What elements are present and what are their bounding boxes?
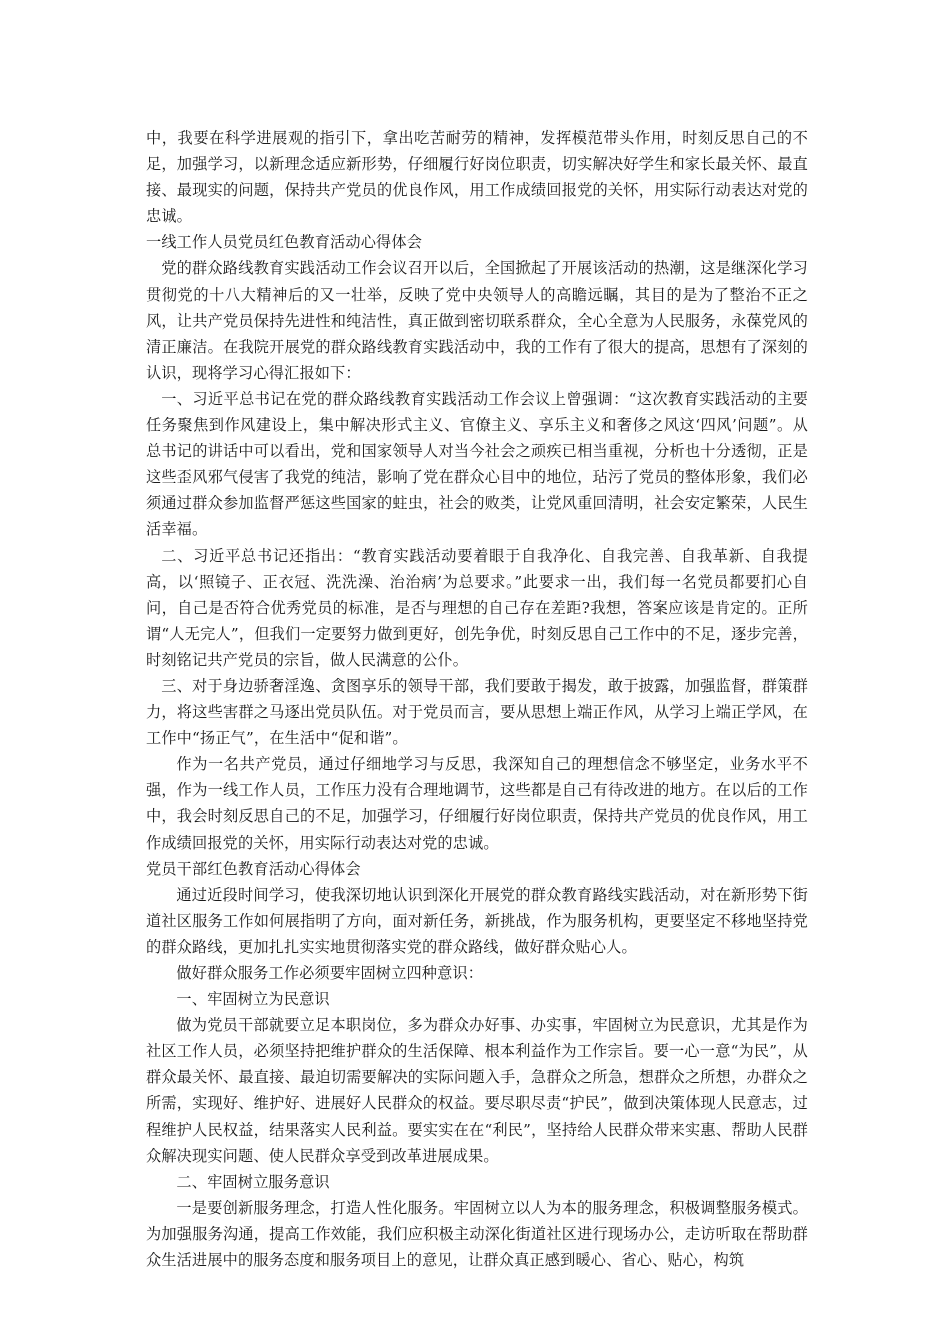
paragraph: 一是要创新服务理念，打造人性化服务。牢固树立以人为本的服务理念，积极调整服务模式。为加强服务沟通，提高工作效能，我们应积极主动深化街道社区进行现场办公，走访听取在帮助群众生活进展中的服务态度和服务项目上的意见，让群众真正感到暖心、省心、贴心，构筑 (146, 1198, 808, 1270)
section-heading: 一线工作人员党员红色教育活动心得体会 (146, 233, 423, 252)
paragraph: 中，我要在科学进展观的指引下，拿出吃苦耐劳的精神，发挥模范带头作用，时刻反思自己的不足，加强学习，以新理念适应新形势，仔细履行好岗位职责，切实解决好学生和家长最关怀、最直接、最现实的问题，保持共产党员的优良作风，用工作成绩回报党的关怀，用实际行动表达对党的忠诚。 (146, 129, 808, 226)
paragraph: 一、习近平总书记在党的群众路线教育实践活动工作会议上曾强调：“这次教育实践活动的主要任务聚焦到作风建设上，集中解决形式主义、官僚主义、享乐主义和奢侈之风这‘四风’问题”。从总书记的讲话中可以看出，党和国家领导人对当今社会之顽疾已相当重视，分析也十分透彻，正是这些歪风邪气侵害了我党的纯洁，影响了党在群众心目中的地位，玷污了党员的整体形象，我们必须通过群众参加监督严惩这些国家的蛀虫，社会的败类，让党风重回清明，社会安定繁荣，人民生活幸福。 (146, 389, 808, 539)
subsection-heading: 一、牢固树立为民意识 (176, 990, 330, 1009)
subsection-heading: 二、牢固树立服务意识 (176, 1172, 330, 1191)
paragraph: 做为党员干部就要立足本职岗位，多为群众办好事、办实事，牢固树立为民意识，尤其是作为社区工作人员，必须坚持把维护群众的生活保障、根本利益作为工作宗旨。要一心一意“为民”，从群众最关怀、最直接、最迫切需要解决的实际问题入手，急群众之所急，想群众之所想，办群众之所需，实现好、维护好、进展好人民群众的权益。要尽职尽责“护民”，做到决策体现人民意志，过程维护人民权益，结果落实人民利益。要实实在在“利民”，坚持给人民群众带来实惠、帮助人民群众解决现实问题、使人民群众享受到改革进展成果。 (146, 1016, 808, 1165)
paragraph: 做好群众服务工作必须要牢固树立四种意识： (176, 964, 484, 982)
section-heading: 党员干部红色教育活动心得体会 (146, 859, 361, 878)
paragraph: 通过近段时间学习，使我深切地认识到深化开展党的群众教育路线实践活动，对在新形势下街道社区服务工作如何展指明了方向，面对新任务，新挑战，作为服务机构，更要坚定不移地坚持党的群众路线，更加扎扎实实地贯彻落实党的群众路线，做好群众贴心人。 (146, 885, 808, 956)
document-page (146, 125, 808, 1273)
paragraph: 作为一名共产党员，通过仔细地学习与反思，我深知自己的理想信念不够坚定，业务水平不强，作为一线工作人员，工作压力没有合理地调节，这些都是自己有待改进的地方。在以后的工作中，我会时刻反思自己的不足，加强学习，仔细履行好岗位职责，保持共产党员的优良作风，用工作成绩回报党的关怀，用实际行动表达对党的忠诚。 (146, 755, 808, 852)
paragraph: 三、对于身边骄奢淫逸、贪图享乐的领导干部，我们要敢于揭发，敢于披露，加强监督，群策群力，将这些害群之马逐出党员队伍。对于党员而言，要从思想上端正作风，从学习上端正学风，在工作中“扬正气”，在生活中“促和谐”。 (146, 676, 808, 748)
paragraph: 党的群众路线教育实践活动工作会议召开以后，全国掀起了开展该活动的热潮，这是继深化学习贯彻党的十八大精神后的又一壮举，反映了党中央领导人的高瞻远瞩，其目的是为了整治不正之风，让共产党员保持先进性和纯洁性，真正做到密切联系群众，全心全意为人民服务，永葆党风的清正廉洁。在我院开展党的群众路线教育实践活动中，我的工作有了很大的提高，思想有了深刻的认识，现将学习心得汇报如下： (146, 259, 808, 382)
paragraph: 二、习近平总书记还指出：“教育实践活动要着眼于自我净化、自我完善、自我革新、自我提高，以‘照镜子、正衣冠、洗洗澡、治治病’为总要求。”此要求一出，我们每一名党员都要扪心自问，自己是否符合优秀党员的标准，是否与理想的自己存在差距?我想，答案应该是肯定的。正所谓“人无完人”，但我们一定要努力做到更好，创先争优，时刻反思自己工作中的不足，逐步完善，时刻铭记共产党员的宗旨，做人民满意的公仆。 (146, 546, 808, 669)
